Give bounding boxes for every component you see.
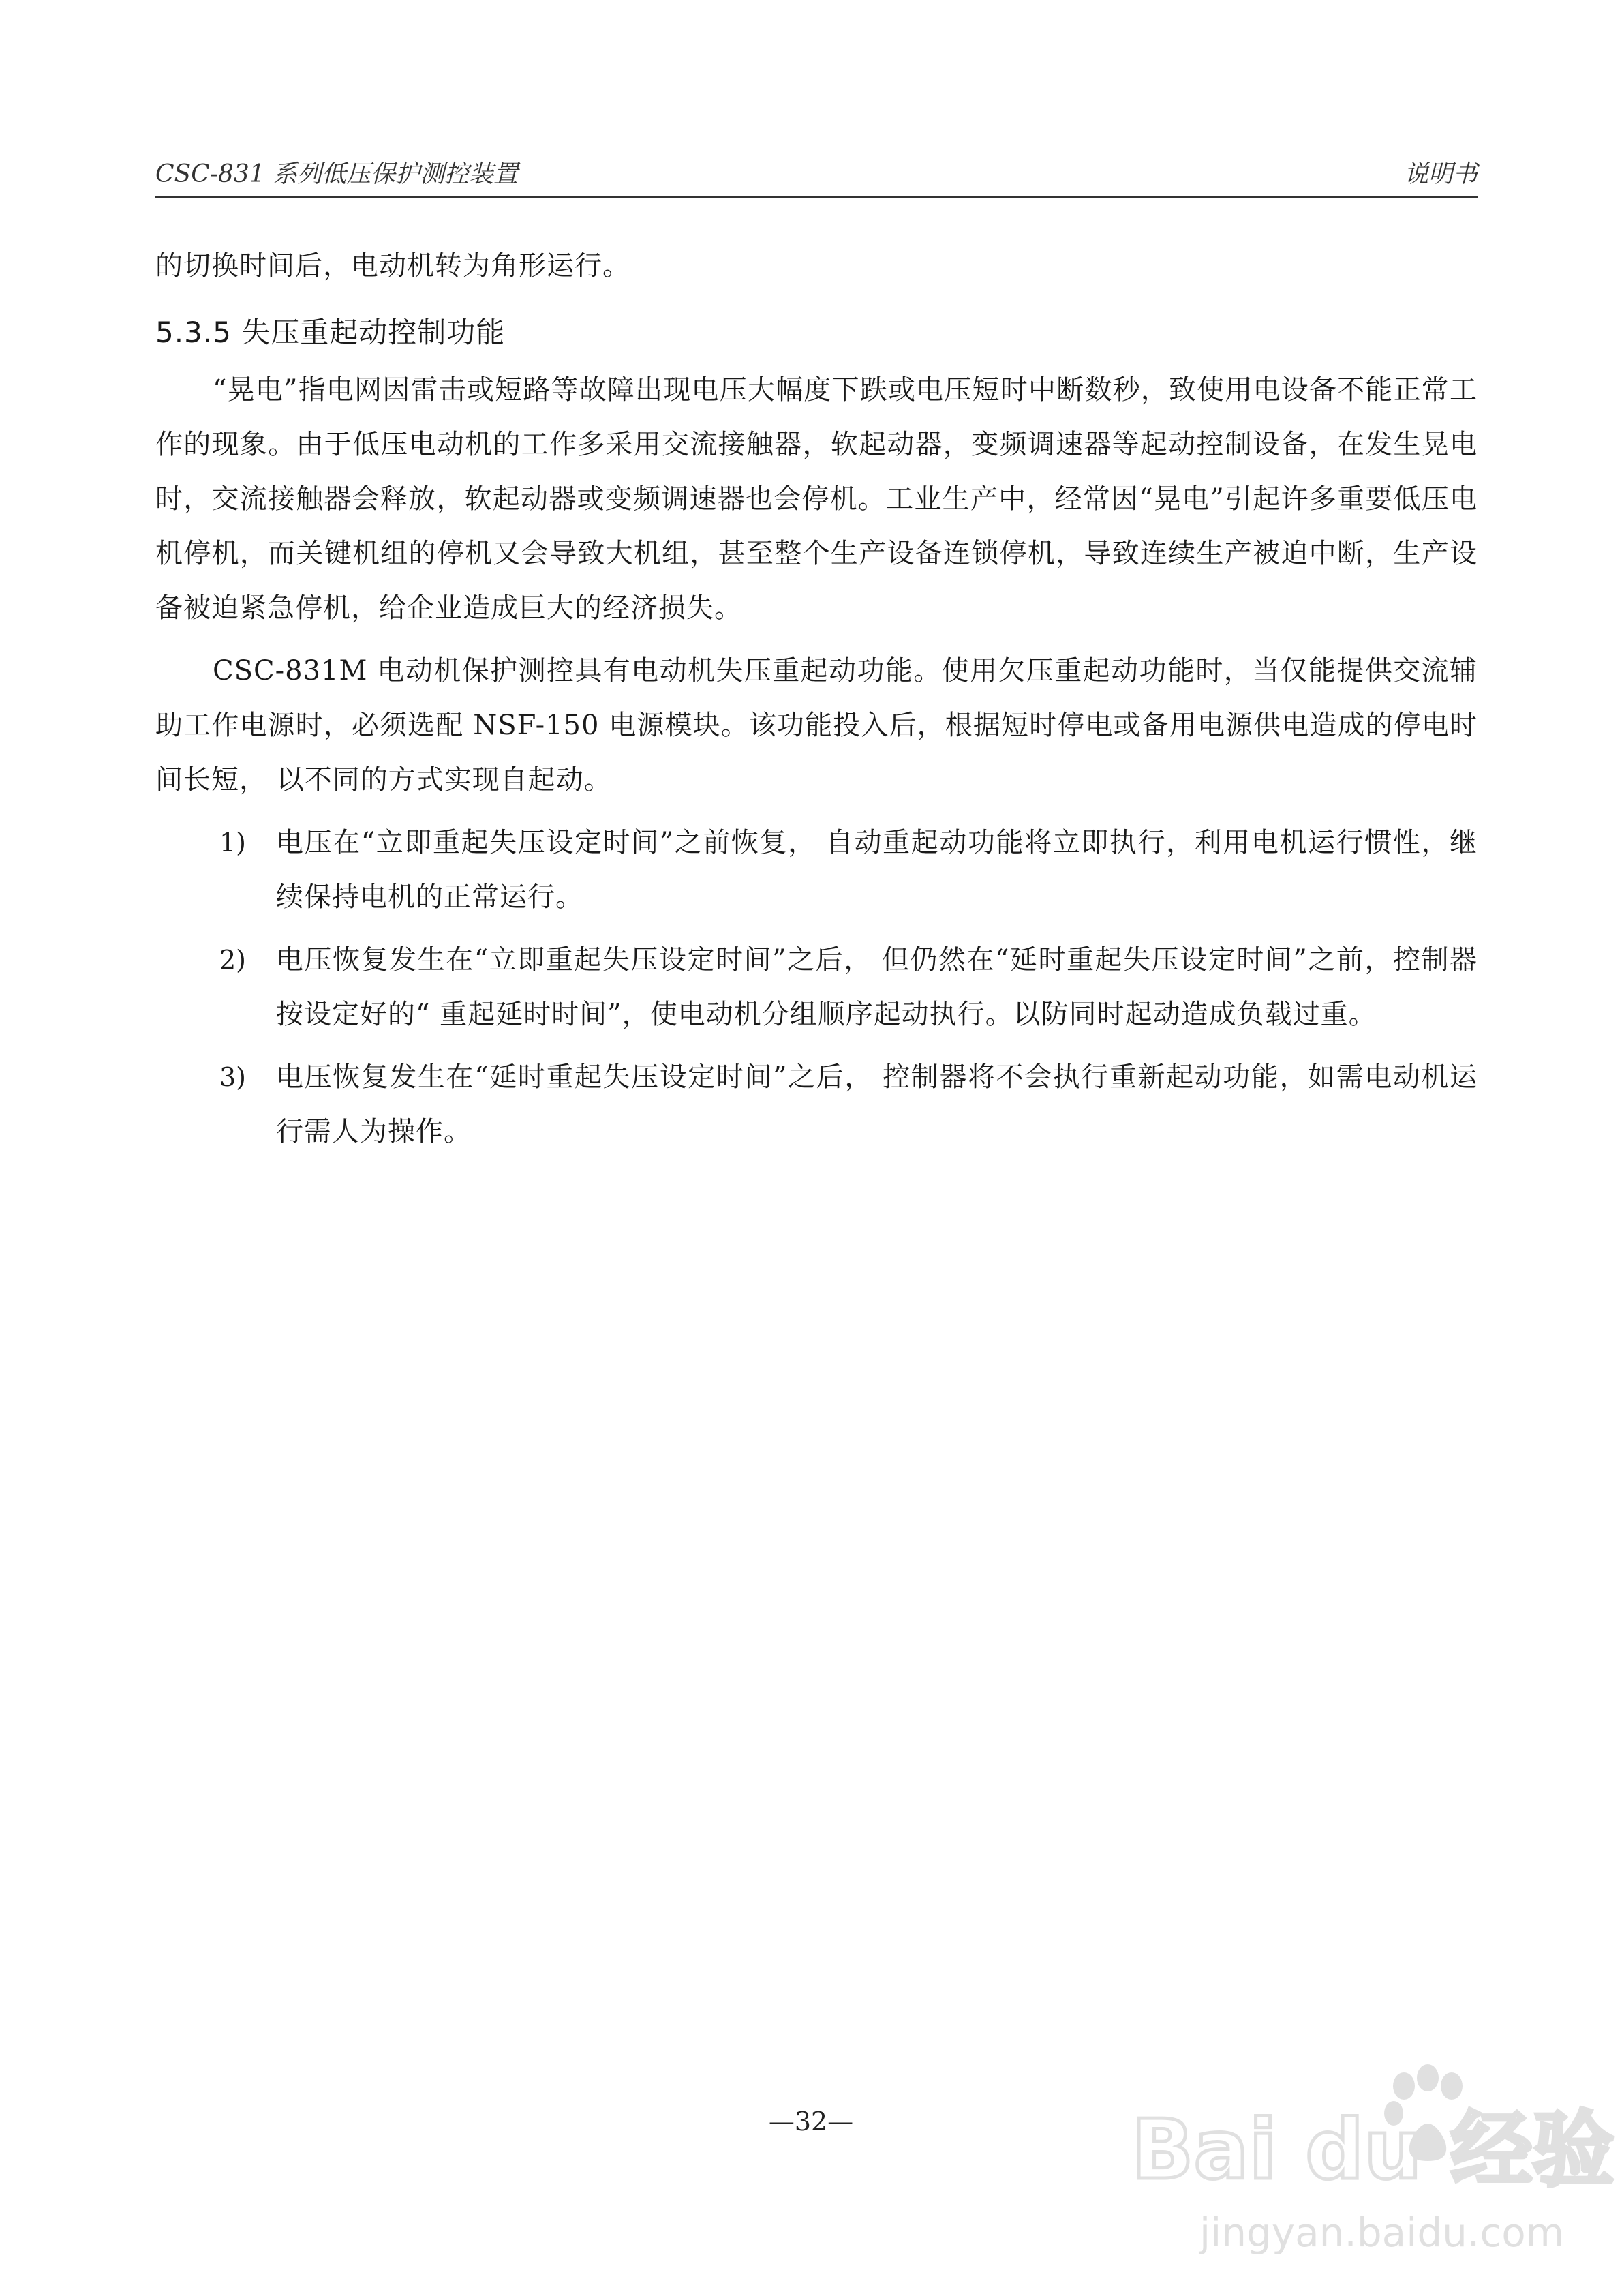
list-item-number: 2) [219,945,247,975]
header-doc-type: 说明书 [1403,160,1478,188]
header-title: CSC-831 系列低压保护测控装置 [155,160,519,188]
watermark-brand: Bai du 经验 [1131,2103,1615,2198]
section-heading: 5.3.5 失压重起动控制功能 [155,316,506,349]
list-item-text: 电压恢复发生在“立即重起失压设定时间”之后， 但仍然在“延时重起失压设定时间”之前，控制器按设定好的“ 重起延时时间”，使电动机分组顺序起动执行。以防同时起动造成负载过重。 [276,944,1478,1030]
list-item [155,1050,1478,1159]
list-item [155,933,1478,1042]
watermark-url: jingyan.baidu.com [1199,2209,1565,2256]
continuation-paragraph: 的切换时间后，电动机转为角形运行。 [155,250,630,282]
page-number: —32— [768,2106,854,2136]
paragraph-1: “晃电”指电网因雷击或短路等故障出现电压大幅度下跌或电压短时中断数秒，致使用电设备不能正常工作的现象。由于低压电动机的工作多采用交流接触器，软起动器，变频调速器等起动控制设备，在发生晃电时，交流接触器会释放，软起动器或变频调速器也会停机。工业生产中，经常因“晃电”引起许多重要低压电机停机，而关键机组的停机又会导致大机组，甚至整个生产设备连锁停机，导致连续生产被迫中断，生产设备被迫紧急停机，给企业造成巨大的经济损失。 [155,374,1478,624]
page-header [155,155,1478,198]
paragraph-2: CSC-831M 电动机保护测控具有电动机失压重起动功能。使用欠压重起动功能时，当仅能提供交流辅助工作电源时，必须选配 NSF-150 电源模块。该功能投入后，根据短时停电或备用电源供电造成的停电时间长短， 以不同的方式实现自起动。 [155,655,1478,796]
list-item-number: 1) [219,828,247,858]
baidu-jingyan-watermark [1124,2059,1615,2263]
document-body [155,239,1478,1167]
numbered-list [155,815,1478,1159]
list-item-text: 电压恢复发生在“延时重起失压设定时间”之后， 控制器将不会执行重新起动功能，如需电动机运行需人为操作。 [276,1061,1478,1147]
list-item [155,815,1478,924]
list-item-number: 3) [219,1062,247,1092]
list-item-text: 电压在“立即重起失压设定时间”之前恢复， 自动重起动功能将立即执行，利用电机运行惯性，继续保持电机的正常运行。 [276,827,1478,913]
